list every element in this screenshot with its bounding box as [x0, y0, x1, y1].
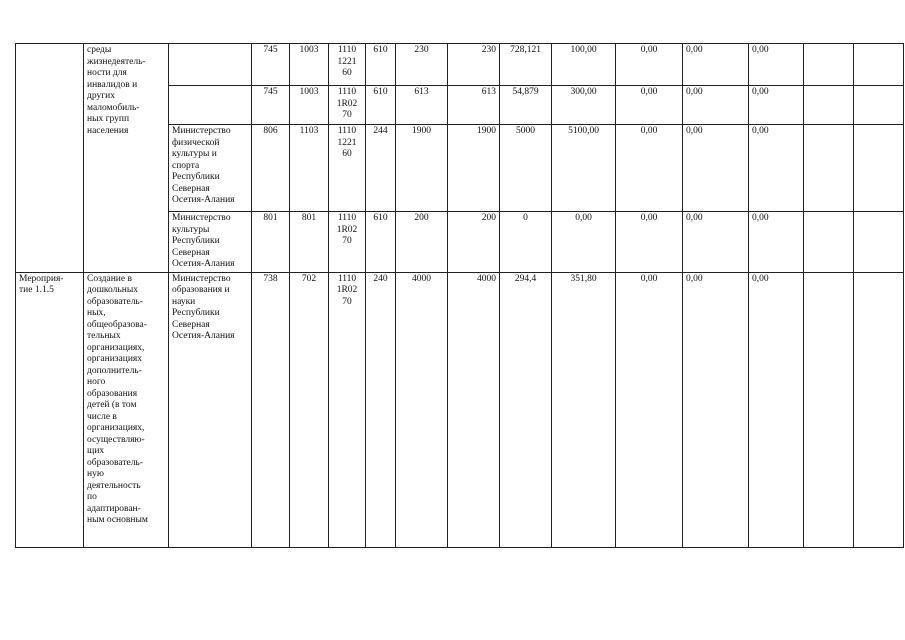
grbs-cell: 745: [252, 86, 290, 125]
value-cell: 200: [448, 212, 500, 273]
value-cell: 1900: [396, 125, 448, 212]
value-cell: 200: [396, 212, 448, 273]
value-cell: [854, 44, 904, 86]
vr-cell: 610: [366, 86, 396, 125]
rzpr-cell: 1003: [290, 44, 329, 86]
grbs-cell: 738: [252, 272, 290, 547]
rzpr-cell: 702: [290, 272, 329, 547]
value-cell: 300,00: [552, 86, 616, 125]
value-cell: 54,879: [500, 86, 552, 125]
value-cell: 0,00: [683, 212, 749, 273]
csr-cell: 1110 1221 60: [329, 44, 366, 86]
value-cell: 5100,00: [552, 125, 616, 212]
grbs-cell: 801: [252, 212, 290, 273]
csr-cell: 1110 1221 60: [329, 125, 366, 212]
value-cell: 0,00: [616, 86, 683, 125]
value-cell: 0,00: [749, 125, 804, 212]
value-cell: [804, 212, 854, 273]
value-cell: 4000: [396, 272, 448, 547]
grbs-cell: 806: [252, 125, 290, 212]
rzpr-cell: 1103: [290, 125, 329, 212]
value-cell: 100,00: [552, 44, 616, 86]
executor-cell: [169, 86, 252, 125]
value-cell: [854, 212, 904, 273]
value-cell: 351,80: [552, 272, 616, 547]
value-cell: 5000: [500, 125, 552, 212]
grbs-cell: 745: [252, 44, 290, 86]
value-cell: 0,00: [683, 125, 749, 212]
value-cell: 0: [500, 212, 552, 273]
value-cell: 1900: [448, 125, 500, 212]
csr-cell: 1110 1R02 70: [329, 272, 366, 547]
value-cell: 0,00: [749, 272, 804, 547]
value-cell: 4000: [448, 272, 500, 547]
rzpr-cell: 801: [290, 212, 329, 273]
value-cell: 0,00: [552, 212, 616, 273]
vr-cell: 610: [366, 212, 396, 273]
executor-cell: Министерство физической культуры и спорта Республики Северная Осетия-Алания: [169, 125, 252, 212]
rzpr-cell: 1003: [290, 86, 329, 125]
value-cell: 0,00: [616, 212, 683, 273]
value-cell: 0,00: [683, 44, 749, 86]
value-cell: 0,00: [616, 125, 683, 212]
value-cell: 0,00: [683, 272, 749, 547]
csr-cell: 1110 1R02 70: [329, 212, 366, 273]
value-cell: 294,4: [500, 272, 552, 547]
vr-cell: 610: [366, 44, 396, 86]
value-cell: 613: [396, 86, 448, 125]
table-row: [16, 272, 904, 547]
value-cell: 613: [448, 86, 500, 125]
value-cell: 0,00: [616, 44, 683, 86]
description-cell: Создание в дошкольных образователь- ных, общеобразова- тельных организациях, организациях дополнитель- ного образования детей (в том числе в организациях, осуществляю- щих образователь- ную деятельность по адаптирован- ным основным: [84, 272, 169, 547]
value-cell: [804, 125, 854, 212]
value-cell: [854, 86, 904, 125]
value-cell: 0,00: [616, 272, 683, 547]
program-cell: Мероприя- тие 1.1.5: [16, 272, 84, 547]
executor-cell: [169, 44, 252, 86]
value-cell: 0,00: [749, 86, 804, 125]
description-cell: среды жизнедеятель- ности для инвалидов и других маломобиль- ных групп населения: [84, 44, 169, 273]
value-cell: [854, 272, 904, 547]
value-cell: 0,00: [749, 212, 804, 273]
value-cell: 0,00: [683, 86, 749, 125]
program-cell: [16, 44, 84, 273]
value-cell: 230: [396, 44, 448, 86]
value-cell: 0,00: [749, 44, 804, 86]
value-cell: 230: [448, 44, 500, 86]
value-cell: [804, 86, 854, 125]
value-cell: 728,121: [500, 44, 552, 86]
value-cell: [804, 272, 854, 547]
value-cell: [854, 125, 904, 212]
vr-cell: 244: [366, 125, 396, 212]
executor-cell: Министерство образования и науки Республики Северная Осетия-Алания: [169, 272, 252, 547]
csr-cell: 1110 1R02 70: [329, 86, 366, 125]
executor-cell: Министерство культуры Республики Северная Осетия-Алания: [169, 212, 252, 273]
budget-table: [15, 43, 904, 548]
table-row: [16, 44, 904, 86]
vr-cell: 240: [366, 272, 396, 547]
value-cell: [804, 44, 854, 86]
